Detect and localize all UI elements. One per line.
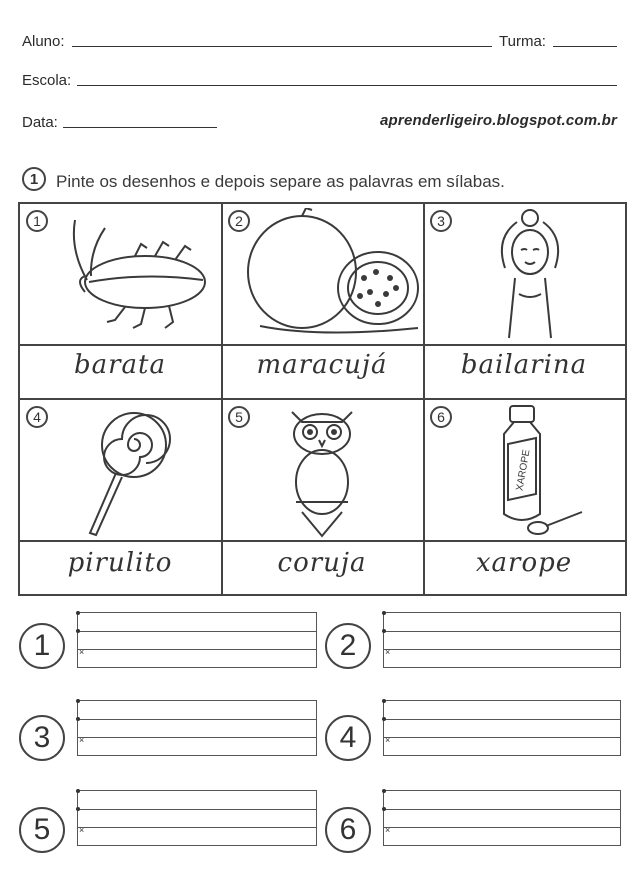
- lollipop-icon[interactable]: [80, 409, 180, 537]
- picture-number-3: 3: [430, 210, 452, 232]
- escola-field[interactable]: [77, 85, 617, 86]
- answer-number-4: 4: [325, 715, 371, 761]
- aluno-label: Aluno:: [22, 33, 65, 50]
- answer-number-1: 1: [19, 623, 65, 669]
- exercise-number: 1: [22, 167, 46, 191]
- picture-number-2: 2: [228, 210, 250, 232]
- cockroach-icon[interactable]: [45, 210, 215, 338]
- word-bailarina: bailarina: [460, 350, 588, 380]
- word-maracuja: maracujá: [256, 350, 388, 380]
- answer-lines-5[interactable]: ×: [77, 790, 317, 846]
- word-barata: barata: [73, 350, 167, 380]
- ballerina-icon[interactable]: [475, 208, 585, 342]
- passion-fruit-icon[interactable]: [240, 208, 420, 340]
- syrup-bottle-icon[interactable]: [490, 404, 590, 540]
- picture-number-5: 5: [228, 406, 250, 428]
- bottle-label: XAROPE: [514, 448, 533, 492]
- answer-lines-3[interactable]: ×: [77, 700, 317, 756]
- instruction-text: Pinte os desenhos e depois separe as palavras em sílabas.: [56, 172, 505, 191]
- owl-icon[interactable]: [282, 402, 362, 538]
- answer-lines-6[interactable]: ×: [383, 790, 621, 846]
- answer-number-5: 5: [19, 807, 65, 853]
- aluno-field[interactable]: [72, 46, 492, 47]
- answer-number-2: 2: [325, 623, 371, 669]
- turma-field[interactable]: [553, 46, 617, 47]
- word-pirulito: pirulito: [67, 548, 173, 578]
- answer-lines-2[interactable]: ×: [383, 612, 621, 668]
- answer-number-6: 6: [325, 807, 371, 853]
- turma-label: Turma:: [499, 33, 546, 50]
- picture-number-6: 6: [430, 406, 452, 428]
- answer-lines-1[interactable]: ×: [77, 612, 317, 668]
- answer-lines-4[interactable]: ×: [383, 700, 621, 756]
- word-coruja: coruja: [277, 548, 367, 578]
- website-text: aprenderligeiro.blogspot.com.br: [380, 112, 618, 129]
- picture-grid: [18, 202, 627, 596]
- data-label: Data:: [22, 114, 58, 131]
- word-xarope: xarope: [475, 548, 573, 578]
- answer-number-3: 3: [19, 715, 65, 761]
- picture-number-4: 4: [26, 406, 48, 428]
- escola-label: Escola:: [22, 72, 72, 89]
- data-field[interactable]: [63, 127, 217, 128]
- picture-number-1: 1: [26, 210, 48, 232]
